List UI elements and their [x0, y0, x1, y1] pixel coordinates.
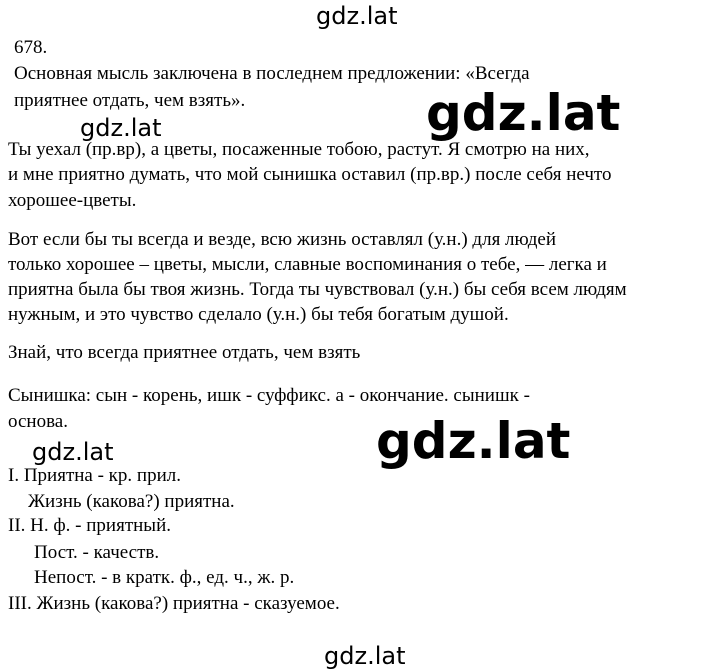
paragraph1-line-3: хорошее-цветы. [8, 190, 137, 211]
intro-line-1: Основная мысль заключена в последнем предложении: «Всегда [14, 63, 530, 84]
analysis-i-sub: Жизнь (какова?) приятна. [28, 491, 235, 512]
watermark-top: gdz.lat [316, 2, 398, 30]
paragraph2-line-2: только хорошее – цветы, мысли, славные воспоминания о тебе, — легка и [8, 254, 607, 275]
exercise-number: 678. [14, 37, 48, 58]
watermark-left-mid: gdz.lat [80, 114, 162, 142]
paragraph1-line-1: Ты уехал (пр.вр), а цветы, посаженные тобою, растут. Я смотрю на них, [8, 139, 590, 160]
analysis-iii: III. Жизнь (какова?) приятна - сказуемое. [8, 593, 340, 614]
paragraph1-line-2: и мне приятно думать, что мой сынишка оставил (пр.вр.) после себя нечто [8, 164, 612, 185]
analysis-ii: II. Н. ф. - приятный. [8, 515, 171, 536]
watermark-bottom: gdz.lat [324, 642, 406, 670]
paragraph3: Знай, что всегда приятнее отдать, чем взять [8, 342, 361, 363]
watermark-big-center: gdz.lat [376, 412, 571, 470]
paragraph2-line-1: Вот если бы ты всегда и везде, всю жизнь оставлял (у.н.) для людей [8, 229, 557, 250]
watermark-left-low: gdz.lat [32, 438, 114, 466]
morphemes-line-1: Сынишка: сын - корень, ишк - суффикс. а - окончание. сынишк - [8, 385, 530, 406]
paragraph2-line-3: приятна была бы твоя жизнь. Тогда ты чувствовал (у.н.) бы себя всем людям [8, 279, 627, 300]
analysis-ii-nepost: Непост. - в кратк. ф., ед. ч., ж. р. [34, 567, 295, 588]
analysis-i: I. Приятна - кр. прил. [8, 465, 181, 486]
analysis-ii-post: Пост. - качеств. [34, 542, 160, 563]
morphemes-line-2: основа. [8, 411, 68, 432]
watermark-big-right: gdz.lat [426, 84, 621, 142]
intro-line-2: приятнее отдать, чем взять». [14, 90, 246, 111]
paragraph2-line-4: нужным, и это чувство сделало (у.н.) бы тебя богатым душой. [8, 304, 509, 325]
